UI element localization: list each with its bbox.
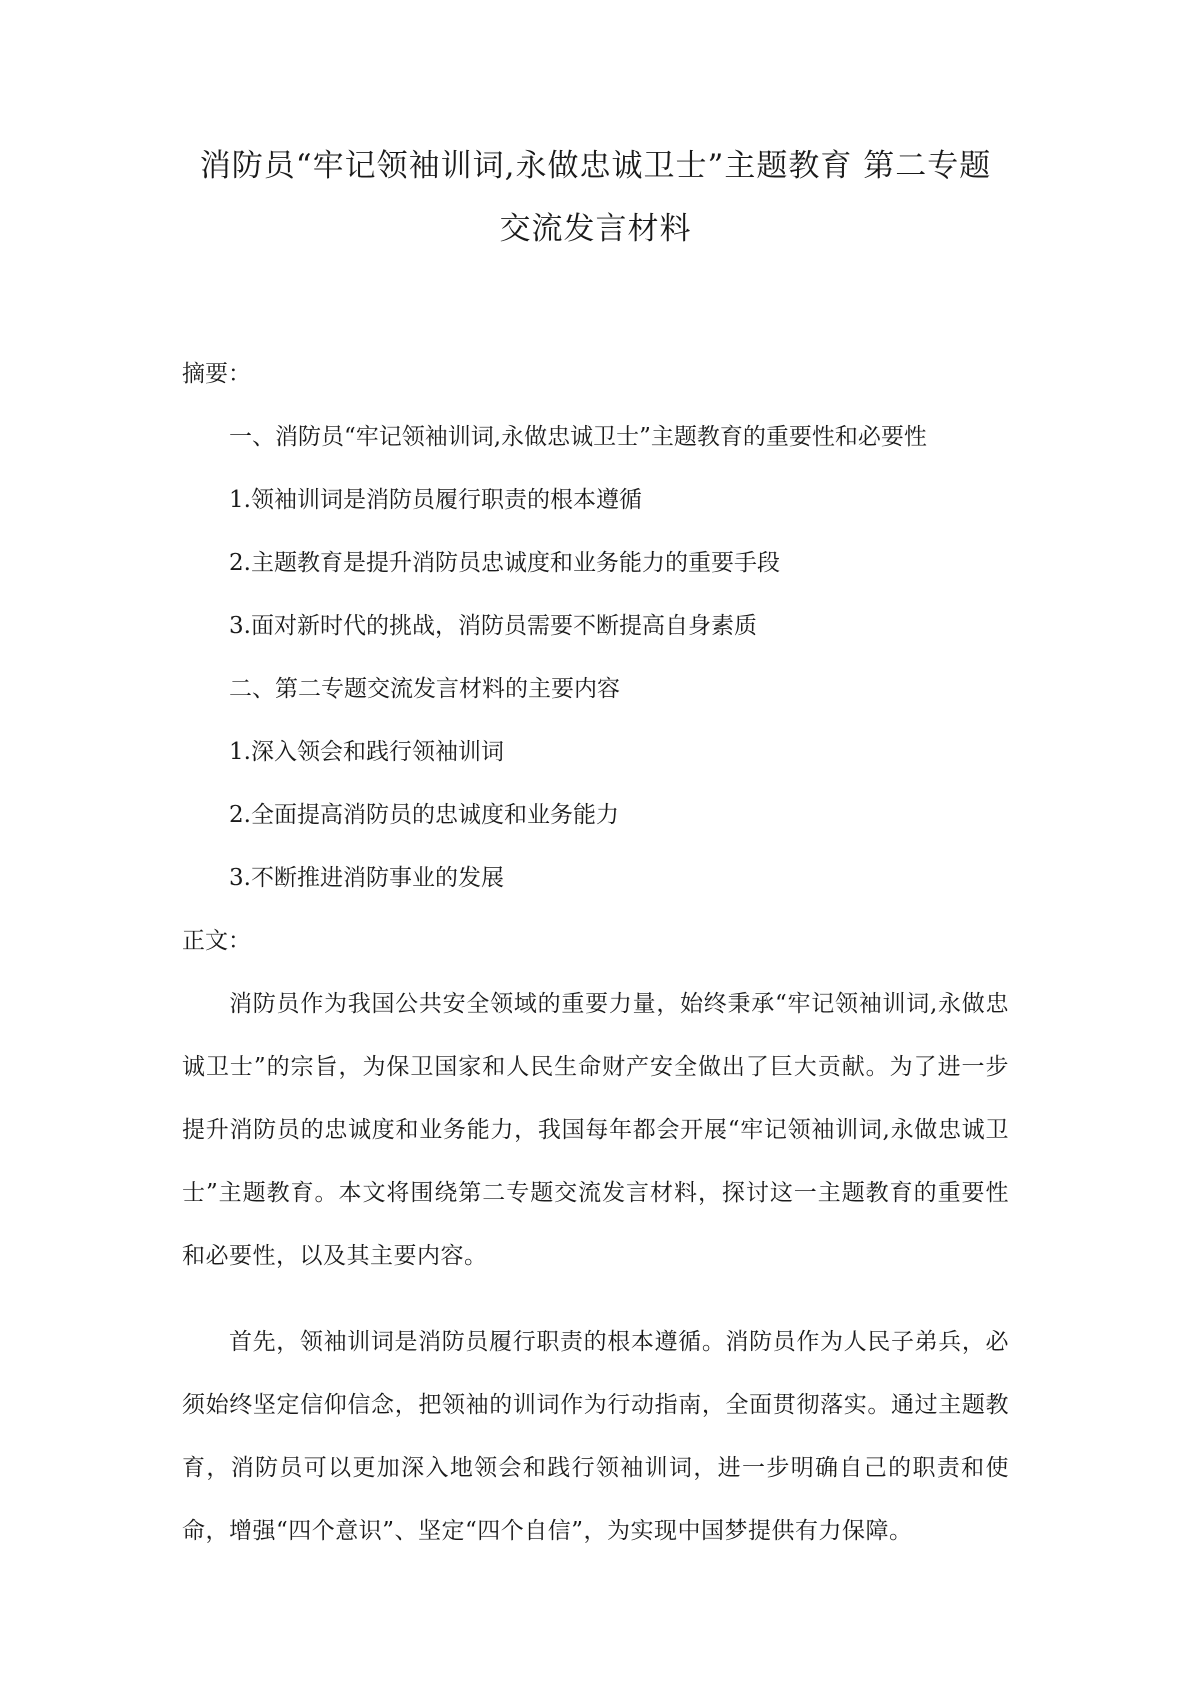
main-paragraph: 首先，领袖训词是消防员履行职责的根本遵循。消防员作为人民子弟兵，必须始终坚定信仰信念，把领袖的训词作为行动指南，全面贯彻落实。通过主题教育，消防员可以更加深入地领会和践行领袖训词，进一步明确自己的职责和使命，增强“四个意识”、坚定“四个自信”，为实现中国梦提供有力保障。 bbox=[182, 1329, 1009, 1544]
title-line-2: 交流发言材料 bbox=[499, 211, 692, 247]
abstract-label: 摘要： bbox=[182, 361, 251, 387]
title-line-1: 消防员“牢记领袖训词,永做忠诚卫士”主题教育 第二专题 bbox=[199, 148, 992, 184]
document-body bbox=[182, 343, 1009, 1563]
document-title bbox=[182, 135, 1009, 261]
abstract-item: 3.面对新时代的挑战，消防员需要不断提高自身素质 bbox=[229, 613, 757, 639]
abstract-item: 一、消防员“牢记领袖训词,永做忠诚卫士”主题教育的重要性和必要性 bbox=[229, 424, 927, 450]
abstract-item: 1.领袖训词是消防员履行职责的根本遵循 bbox=[229, 487, 642, 513]
abstract-item: 1.深入领会和践行领袖训词 bbox=[229, 739, 504, 765]
abstract-item: 2.全面提高消防员的忠诚度和业务能力 bbox=[229, 802, 619, 828]
abstract-item: 二、第二专题交流发言材料的主要内容 bbox=[229, 676, 620, 702]
abstract-list bbox=[182, 406, 1009, 910]
main-text-label: 正文： bbox=[182, 928, 251, 954]
main-paragraph: 消防员作为我国公共安全领域的重要力量，始终秉承“牢记领袖训词,永做忠诚卫士”的宗旨，为保卫国家和人民生命财产安全做出了巨大贡献。为了进一步提升消防员的忠诚度和业务能力，我国每年都会开展“牢记领袖训词,永做忠诚卫士”主题教育。本文将围绕第二专题交流发言材料，探讨这一主题教育的重要性和必要性，以及其主要内容。 bbox=[182, 991, 1009, 1269]
abstract-item: 2.主题教育是提升消防员忠诚度和业务能力的重要手段 bbox=[229, 550, 780, 576]
abstract-item: 3.不断推进消防事业的发展 bbox=[229, 865, 504, 891]
